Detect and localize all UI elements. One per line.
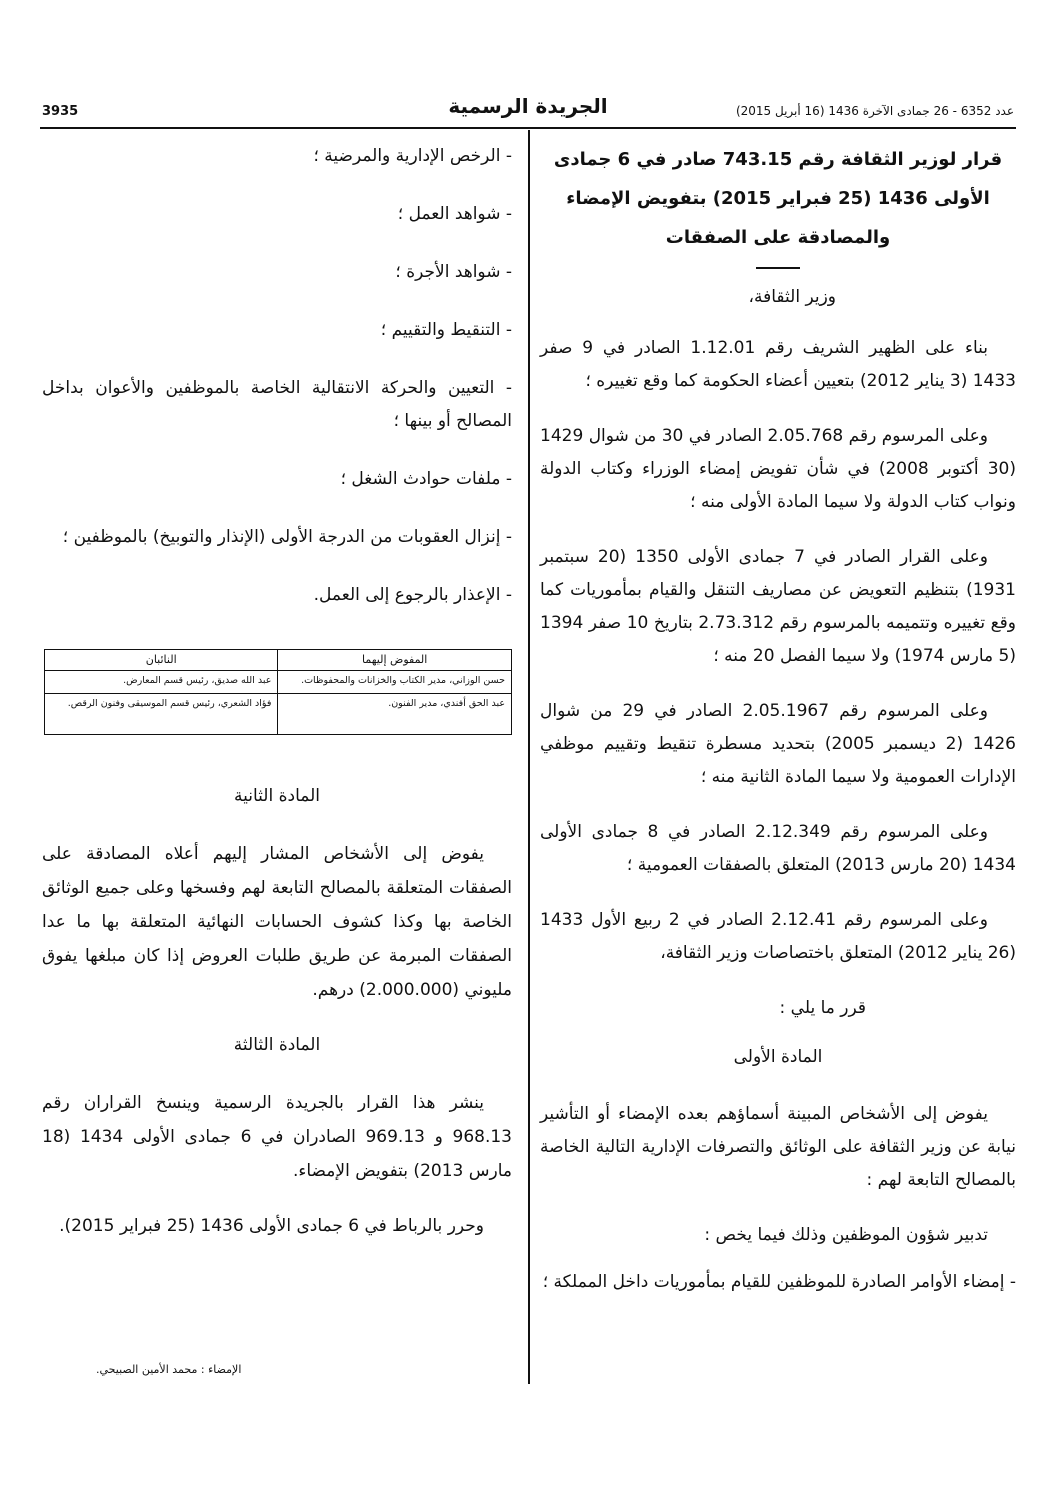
preamble-paragraph: وعلى القرار الصادر في 7 جمادى الأولى 1350 (20 سبتمبر 1931) بتنظيم التعويض عن مصاريف التنقل والقيام بمأموريات كما وقع تغييره وتتميمه بالمرسوم رقم 2.73.312 بتاريخ 10 صفر 1394 (5 مارس 1974) ولا سيما الفصل 20 منه ؛ [540,547,1016,666]
list-item: - إمضاء الأوامر الصادرة للموظفين للقيام بمأموريات داخل المملكة ؛ [542,1272,1016,1292]
page-number: 3935 [42,104,79,119]
table-header: النائبان [45,650,278,671]
table-header: المفوض إليهما [278,650,512,671]
preamble-paragraph: وعلى المرسوم رقم 2.05.1967 الصادر في 29 من شوال 1426 (2 ديسمبر 2005) بتحديد مسطرة تنقيط وتقييم موظفي الإدارات العمومية ولا سيما المادة الثانية منه ؛ [540,701,1016,787]
article-3-heading: المادة الثالثة [233,1035,321,1055]
left-column [42,140,512,637]
column-divider [528,130,530,1384]
minister-line: وزير الثقافة، [748,287,836,307]
article-2-text: يفوض إلى الأشخاص المشار إليهم أعلاه المصادقة على الصفقات المتعلقة بالمصالح التابعة لهم وفسخها وعلى جميع الوثائق الخاصة بها وكذا كشوف الحسابات النهائية المتعلقة بها ما عدا الصفقات المبرمة عن طريق طلبات العروض إذا كان مبلغها يفوق مليوني (2.000.000) درهم. [42,844,512,1000]
list-item: - إنزال العقوبات من الدرجة الأولى (الإنذار والتوبيخ) بالموظفين ؛ [62,527,512,547]
left-column-articles [42,780,512,1265]
decides-line: قرر ما يلي : [779,998,866,1018]
done-at-line: وحرر بالرباط في 6 جمادى الأولى 1436 (25 فبراير 2015). [59,1216,484,1236]
decree-title: قرار لوزير الثقافة رقم 743.15 صادر في 6 جمادى الأولى 1436 (25 فبراير 2015) بتفويض الإمضاء والمصادقة على الصفقات [553,149,1003,248]
list-item: - ملفات حوادث الشغل ؛ [340,469,512,489]
issue-info: عدد 6352 - 26 جمادى الآخرة 1436 (16 أبريل 2015) [735,104,1014,118]
table-header-row [45,650,512,671]
preamble-paragraph: وعلى المرسوم رقم 2.12.41 الصادر في 2 ربيع الأول 1433 (26 يناير 2012) المتعلق باختصاصات وزير الثقافة، [540,910,1016,963]
title-separator [756,267,800,269]
header-rule [40,127,1016,129]
preamble-paragraph: بناء على الظهير الشريف رقم 1.12.01 الصادر في 9 صفر 1433 (3 يناير 2012) بتعيين أعضاء الحكومة كما وقع تغييره ؛ [540,338,1016,391]
table-cell: عبد الحق أفندي، مدير الفنون. [278,694,512,735]
delegation-table [44,649,512,735]
preamble-paragraph: وعلى المرسوم رقم 2.12.349 الصادر في 8 جمادى الأولى 1434 (20 مارس 2013) المتعلق بالصفقات العمومية ؛ [540,822,1016,875]
table-cell: حسن الوزاني، مدير الكتاب والخزانات والمحفوظات. [278,671,512,694]
table-row [45,671,512,694]
list-item: - شواهد الأجرة ؛ [395,262,512,282]
article-1-text: يفوض إلى الأشخاص المبينة أسماؤهم بعده الإمضاء أو التأشير نيابة عن وزير الثقافة على الوثائق والتصرفات الإدارية التالية الخاصة بالمصالح التابعة لهم : [540,1104,1016,1190]
list-item: - الإعذار بالرجوع إلى العمل. [313,585,512,605]
table-cell: عبد الله صديق، رئيس قسم المعارض. [45,671,278,694]
staff-intro: تدبير شؤون الموظفين وذلك فيما يخص : [704,1225,988,1245]
right-column [540,140,1016,1321]
article-2-heading: المادة الثانية [234,786,320,806]
preamble-paragraph: وعلى المرسوم رقم 2.05.768 الصادر في 30 من شوال 1429 (30 أكتوبر 2008) في شأن تفويض إمضاء الوزراء وكتاب الدولة ونواب كتاب الدولة ولا سيما المادة الأولى منه ؛ [540,426,1016,512]
list-item: - التعيين والحركة الانتقالية الخاصة بالموظفين والأعوان بداخل المصالح أو بينها ؛ [42,378,512,431]
list-item: - التنقيط والتقييم ؛ [380,320,512,340]
table-row [45,694,512,735]
list-item: - الرخص الإدارية والمرضية ؛ [313,146,512,166]
gazette-title: الجريدة الرسمية [448,94,608,118]
signature-line: الإمضاء : محمد الأمين الصبيحي. [96,1363,242,1376]
article-3-text: ينشر هذا القرار بالجريدة الرسمية وينسخ القراران رقم 968.13 و 969.13 الصادران في 6 جمادى الأولى 1434 (18 مارس 2013) بتفويض الإمضاء. [42,1093,512,1181]
article-1-heading: المادة الأولى [733,1047,823,1067]
list-item: - شواهد العمل ؛ [397,204,512,224]
table-cell: فؤاد الشعري، رئيس قسم الموسيقى وفنون الرقص. [45,694,278,735]
